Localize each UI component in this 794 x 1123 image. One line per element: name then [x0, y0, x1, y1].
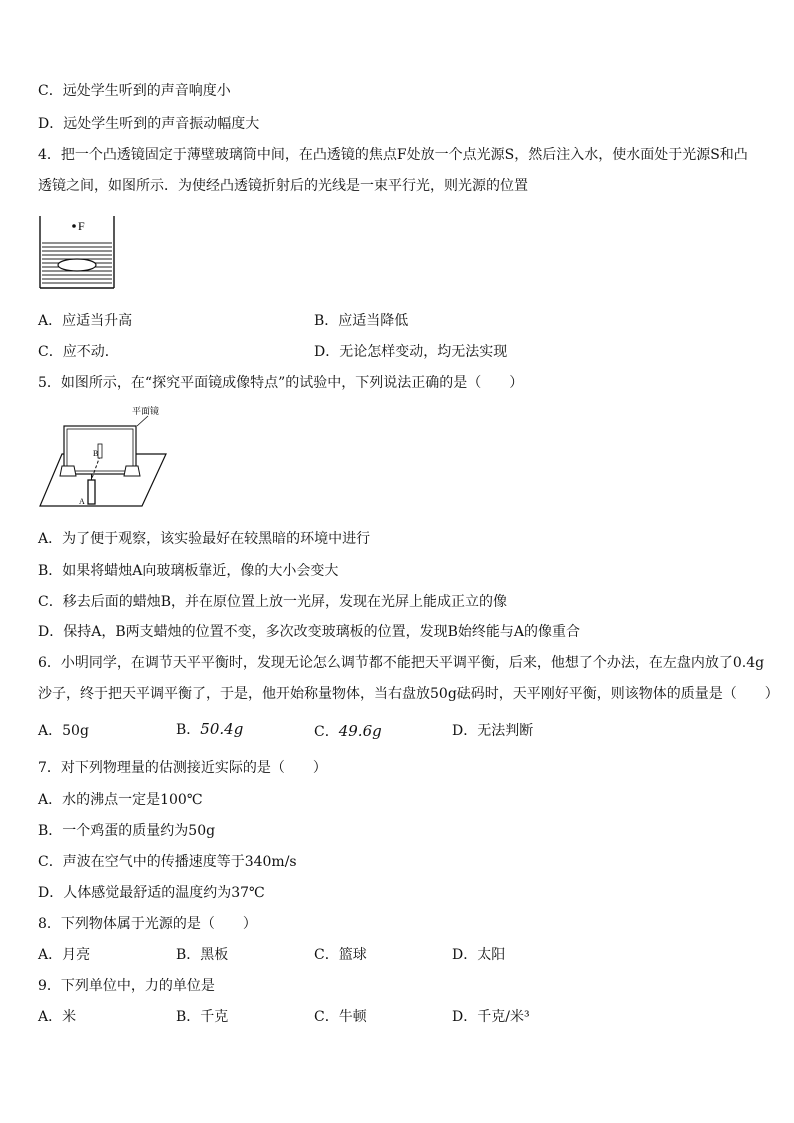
q6-stem-line2: 沙子，终于把天平调平衡了，于是，他开始称量物体，当右盘放50g砝码时，天平刚好平衡，则该物体的质量是（ ） [38, 686, 779, 702]
q6-option-c [314, 721, 382, 742]
focus-label: F [78, 219, 85, 233]
q9-option-b: B．千克 [176, 1009, 229, 1025]
q8-option-a: A．月亮 [38, 947, 91, 963]
q4-option-c: C．应不动． [38, 344, 119, 360]
q9-option-a: A．米 [38, 1009, 77, 1025]
q4-option-d: D．无论怎样变动，均无法实现 [314, 344, 508, 360]
q4-stem-line2: 透镜之间，如图所示．为使经凸透镜折射后的光线是一束平行光，则光源的位置 [38, 178, 528, 194]
mirror-label: 平面镜 [132, 407, 160, 417]
q7-option-a: A．水的沸点一定是100℃ [38, 792, 203, 808]
q5-option-b: B．如果将蜡烛A向玻璃板靠近，像的大小会变大 [38, 563, 339, 579]
q4-stem-line1: 4．把一个凸透镜固定于薄壁玻璃筒中间，在凸透镜的焦点F处放一个点光源S，然后注入水，使水面处于光源S和凸 [38, 147, 748, 163]
candle-b-label: B [93, 449, 99, 458]
q5-option-d: D．保持A，B两支蜡烛的位置不变，多次改变玻璃板的位置，发现B始终能与A的像重合 [38, 624, 581, 640]
q9-stem: 9．下列单位中，力的单位是 [38, 978, 215, 994]
q6-option-a-value: 50g [62, 723, 89, 739]
q6-option-c-label: C． [314, 724, 339, 740]
q9-option-c: C．牛顿 [314, 1009, 367, 1025]
q7-option-d: D．人体感觉最舒适的温度约为37℃ [38, 885, 265, 901]
q6-option-b [176, 719, 243, 740]
q5-stem: 5．如图所示，在“探究平面镜成像特点”的试验中，下列说法正确的是（ ） [38, 375, 524, 391]
q8-option-d: D．太阳 [452, 947, 506, 963]
q6-option-b-value: 50.4g [200, 720, 244, 738]
lens-cylinder-figure [38, 214, 118, 290]
q6-option-c-value: 49.6g [338, 722, 382, 740]
q9-option-d: D．千克/米³ [452, 1009, 530, 1025]
q7-option-c: C．声波在空气中的传播速度等于340m/s [38, 854, 297, 870]
q5-option-a: A．为了便于观察，该实验最好在较黑暗的环境中进行 [38, 531, 371, 547]
q3-option-c: C．远处学生听到的声音响度小 [38, 83, 231, 99]
q6-option-d: D．无法判断 [452, 723, 534, 739]
q6-option-b-label: B． [176, 722, 201, 738]
q7-option-b: B．一个鸡蛋的质量约为50g [38, 823, 216, 839]
q8-option-b: B．黑板 [176, 947, 229, 963]
q8-stem: 8．下列物体属于光源的是（ ） [38, 916, 257, 932]
q8-option-c: C．篮球 [314, 947, 367, 963]
q6-stem-line1: 6．小明同学，在调节天平平衡时，发现无论怎么调节都不能把天平调平衡，后来，他想了个办法，在左盘内放了0.4g [38, 655, 765, 671]
q3-option-d: D．远处学生听到的声音振动幅度大 [38, 116, 260, 132]
q6-option-a-label: A． [38, 723, 63, 739]
point-source-dot [72, 224, 76, 228]
plane-mirror-figure [38, 404, 170, 512]
q4-option-a: A．应适当升高 [38, 313, 133, 329]
q7-stem: 7．对下列物理量的估测接近实际的是（ ） [38, 760, 327, 776]
q5-option-c: C．移去后面的蜡烛B，并在原位置上放一光屏，发现在光屏上能成正立的像 [38, 594, 507, 610]
q4-option-b: B．应适当降低 [314, 313, 409, 329]
q6-option-a [38, 721, 89, 741]
candle-a-label: A [79, 497, 85, 506]
